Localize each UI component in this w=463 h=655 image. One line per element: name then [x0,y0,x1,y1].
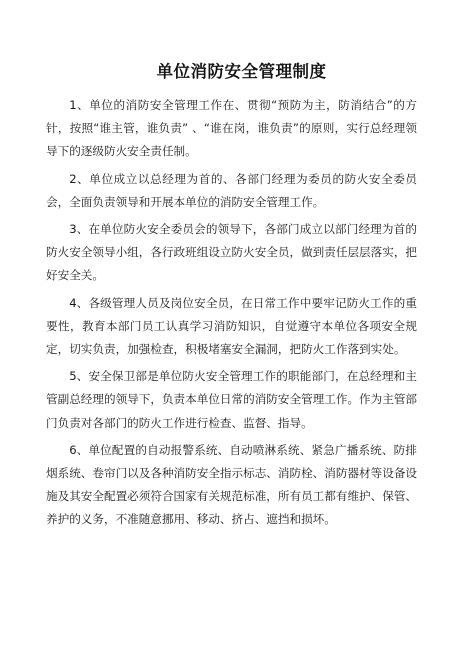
paragraph-1: 1、单位的消防安全管理工作在、贯彻“预防为主，防消结合”的方针，按照“谁主管，谁负责” 、“谁在岗，谁负责”的原则，实行总经理领导下的逐级防火安全责任制。 [46,98,417,159]
paragraph-5: 5、安全保卫部是单位防火安全管理工作的职能部门，在总经理和主管副总经理的领导下，负责本单位日常的消防安全管理工作。作为主管部门负责对各部门的防火工作进行检查、监督、指导。 [46,369,418,430]
paragraph-4: 4、各级管理人员及岗位安全员，在日常工作中要牢记防火工作的重要性，教育本部门员工认真学习消防知识，自觉遵守本单位各项安全规定，切实负责，加强检查，积极堵塞安全漏洞，把防火工作落到实处。 [46,295,417,357]
paragraph-2: 2、单位成立以总经理为首的、各部门经理为委员的防火安全委员会，全面负责领导和开展本单位的消防安全管理工作。 [46,171,417,209]
paragraph-6: 6、单位配置的自动报警系统、自动喷淋系统、紧急广播系统、防排烟系统、卷帘门以及各种消防安全指示标志、消防栓、消防器材等设备设施及其安全配置必须符合国家有关规范标准，所有员工都有维护、保管、养护的义务，不准随意挪用、移动、挤占、遮挡和损坏。 [46,442,418,527]
document-title: 单位消防安全管理制度 [156,62,327,81]
paragraph-3: 3、在单位防火安全委员会的领导下，各部门成立以部门经理为首的防火安全领导小组，各行政班组设立防火安全员，做到责任层层落实，把好安全关。 [46,222,418,283]
